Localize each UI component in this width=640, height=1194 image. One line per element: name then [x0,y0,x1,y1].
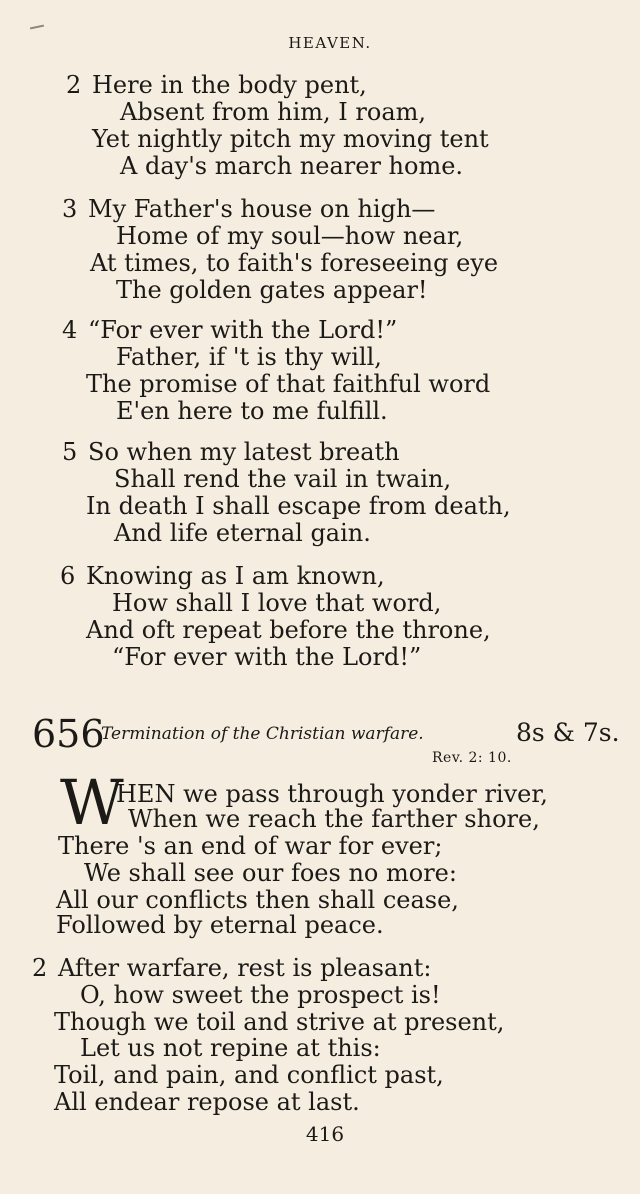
verse-line: In death I shall escape from death, [86,492,511,520]
verse-line: We shall see our foes no more: [84,859,457,887]
verse-line: Followed by eternal peace. [56,911,384,939]
verse-line: The golden gates appear! [116,276,428,304]
hymn-title: Termination of the Christian warfare. [101,724,424,744]
verse-number: 2 [32,954,48,982]
page-number: 416 [305,1122,345,1146]
verse-line: 2 Here in the body pent, [66,71,367,99]
verse-number: 3 [62,195,78,223]
verse-line: 4 “For ever with the Lord!” [62,316,398,344]
verse-line: 2 After warfare, rest is pleasant: [32,954,432,982]
verse-line: Absent from him, I roam, [120,98,427,126]
verse-number: 2 [66,71,82,99]
verse-line: All endear repose at last. [54,1088,360,1116]
verse-line: Shall rend the vail in twain, [114,465,452,493]
verse-line: Let us not repine at this: [80,1034,381,1062]
hymn-meter: 8s & 7s. [516,718,620,747]
drop-cap: W [60,766,124,839]
verse-line: And oft repeat before the throne, [86,616,491,644]
verse-line: Home of my soul—how near, [116,222,464,250]
verse-line: “For ever with the Lord!” [112,643,422,671]
verse-line: O, how sweet the prospect is! [80,981,441,1009]
scripture-reference: Rev. 2: 10. [432,750,512,766]
verse-number: 4 [62,316,78,344]
verse-number: 5 [62,438,78,466]
verse-line: All our conflicts then shall cease, [56,886,459,914]
verse-line: HEN we pass through yonder river, [116,780,548,808]
running-head: HEAVEN. [288,34,372,52]
verse-line: How shall I love that word, [112,589,442,617]
verse-line: And life eternal gain. [114,519,371,547]
verse-line: Toil, and pain, and conflict past, [54,1061,444,1089]
verse-line: When we reach the farther shore, [128,805,540,833]
hymn-number: 656 [32,712,105,756]
verse-line: Yet nightly pitch my moving tent [92,125,489,153]
verse-line: 6 Knowing as I am known, [60,562,385,590]
verse-line: At times, to faith's foreseeing eye [90,249,499,277]
verse-line: The promise of that faithful word [86,370,491,398]
verse-line: There 's an end of war for ever; [58,832,443,860]
verse-line: A day's march nearer home. [120,152,464,180]
verse-line: 5 So when my latest breath [62,438,400,466]
verse-line: E'en here to me fulfill. [116,397,388,425]
print-mark [30,25,44,30]
verse-line: Father, if 't is thy will, [116,343,382,371]
verse-line: 3 My Father's house on high— [62,195,436,223]
verse-number: 6 [60,562,76,590]
verse-line: Though we toil and strive at present, [54,1008,505,1036]
